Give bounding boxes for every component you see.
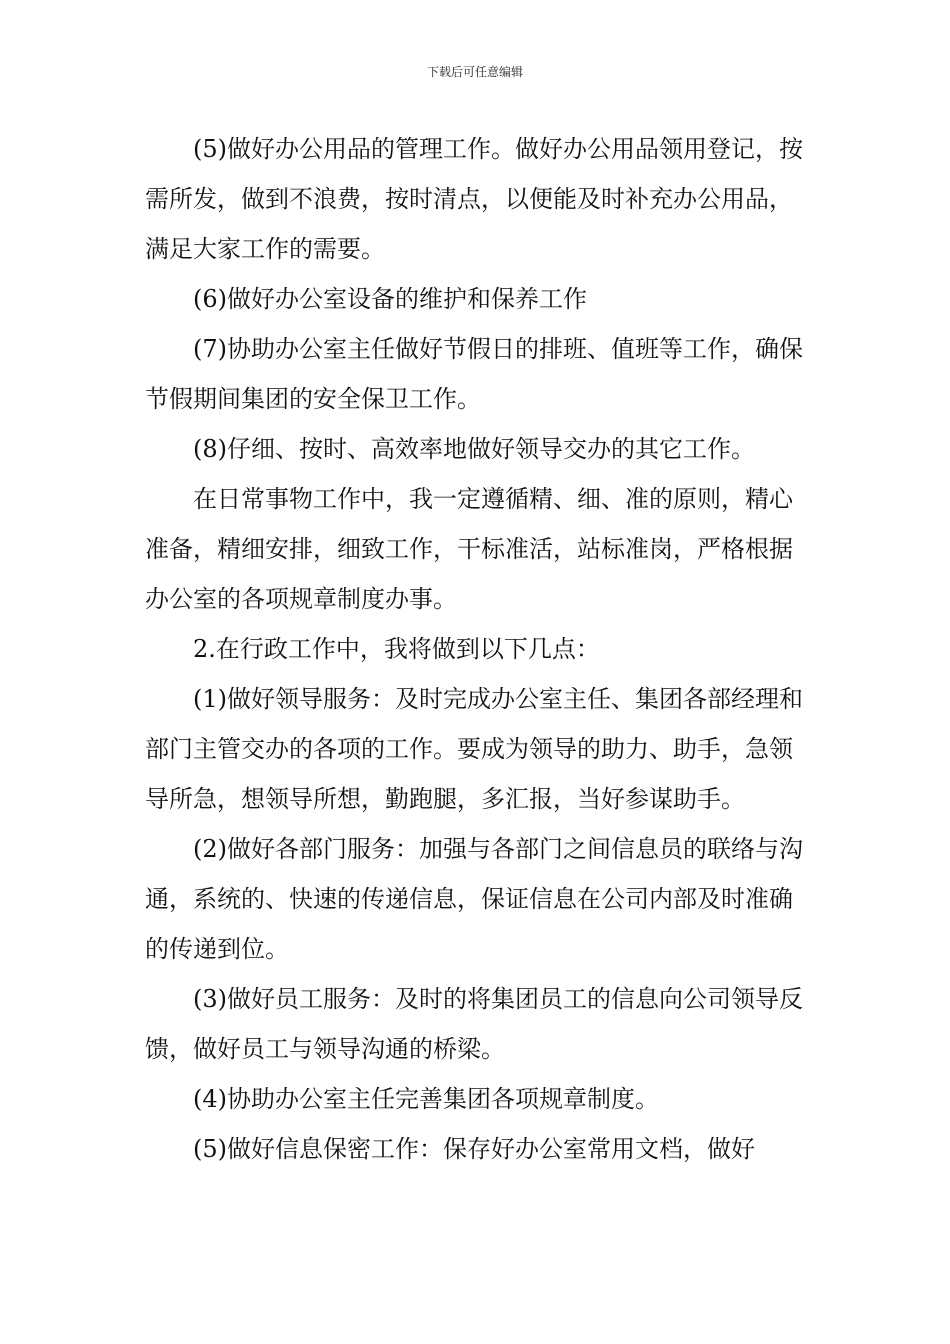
page-header: 下载后可任意编辑 bbox=[426, 65, 523, 79]
paragraph-confidentiality: (5)做好信息保密工作：保存好办公室常用文档，做好 bbox=[193, 1135, 755, 1163]
paragraph-admin-work-heading: 2.在行政工作中，我将做到以下几点： bbox=[193, 635, 600, 663]
paragraph-leader-service: (1)做好领导服务：及时完成办公室主任、集团各部经理和部门主管交办的各项的工作。要成为领导的助力、助手，急领导所急，想领导所想，勤跑腿，多汇报，当好参谋助手。 bbox=[145, 685, 803, 813]
paragraph-department-service: (2)做好各部门服务：加强与各部门之间信息员的联络与沟通，系统的、快速的传递信息，保证信息在公司内部及时准确的传递到位。 bbox=[145, 835, 803, 963]
paragraph-daily-affairs: 在日常事物工作中，我一定遵循精、细、准的原则，精心准备，精细安排，细致工作，干标准活，站标准岗，严格根据办公室的各项规章制度办事。 bbox=[145, 485, 793, 613]
paragraph-regulations: (4)协助办公室主任完善集团各项规章制度。 bbox=[193, 1085, 659, 1113]
paragraph-office-supplies: (5)做好办公用品的管理工作。做好办公用品领用登记，按需所发，做到不浪费，按时清点，以便能及时补充办公用品，满足大家工作的需要。 bbox=[145, 135, 803, 263]
paragraph-equipment-maintenance: (6)做好办公室设备的维护和保养工作 bbox=[193, 285, 587, 313]
document-body bbox=[145, 124, 810, 1174]
paragraph-other-tasks: (8)仔细、按时、高效率地做好领导交办的其它工作。 bbox=[193, 435, 755, 463]
paragraph-holiday-duty: (7)协助办公室主任做好节假日的排班、值班等工作，确保节假期间集团的安全保卫工作。 bbox=[145, 335, 803, 413]
paragraph-staff-service: (3)做好员工服务：及时的将集团员工的信息向公司领导反馈，做好员工与领导沟通的桥梁。 bbox=[145, 985, 803, 1063]
